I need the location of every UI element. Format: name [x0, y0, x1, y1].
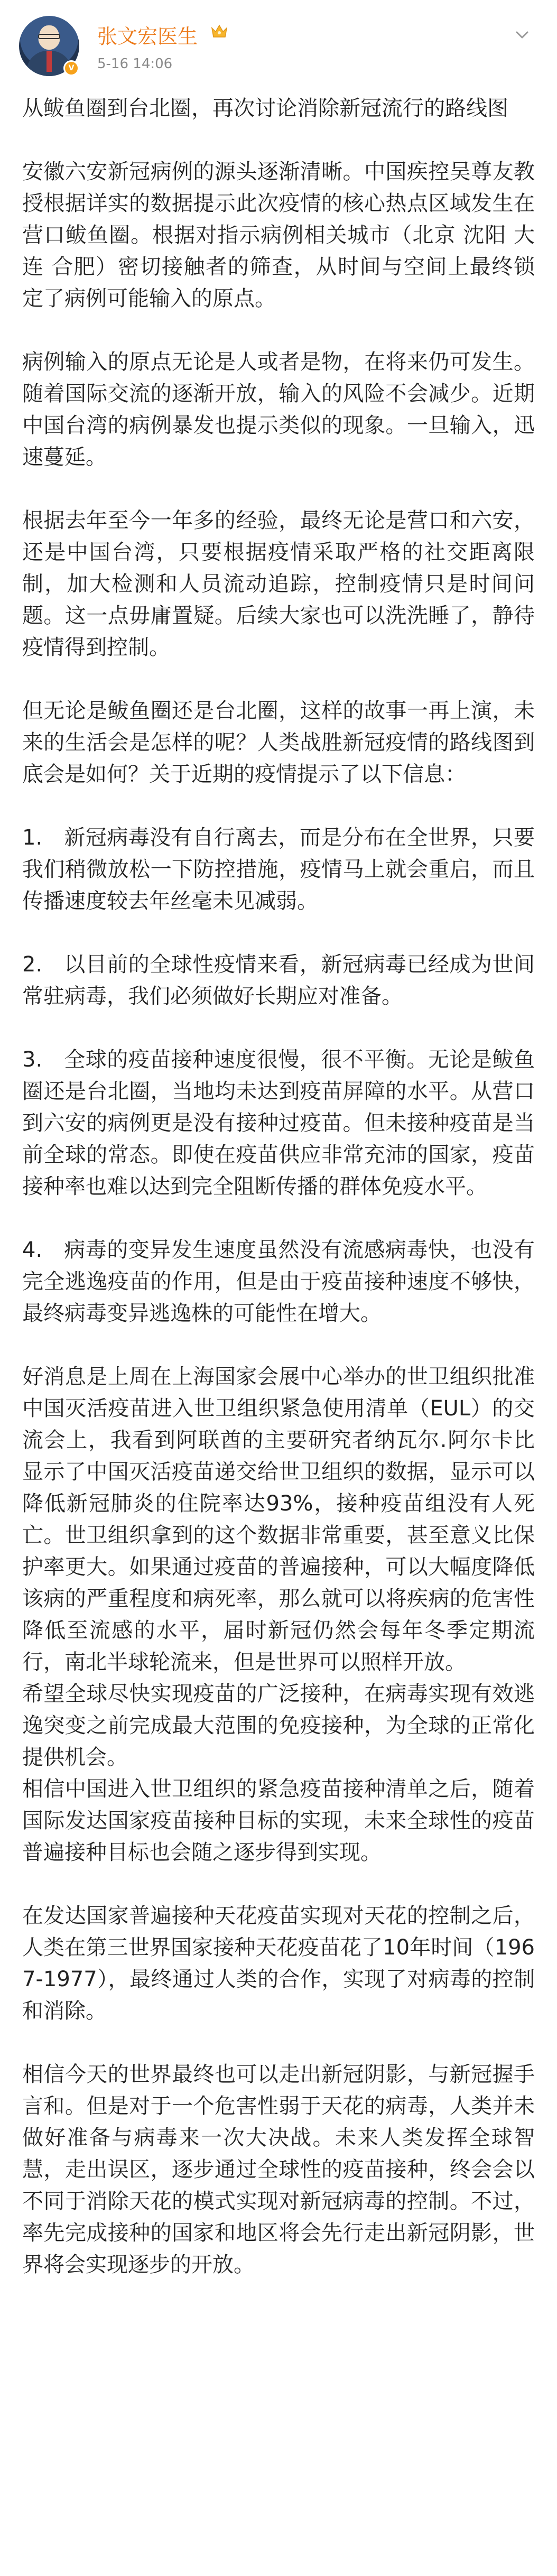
post-paragraph: 相信今天的世界最终也可以走出新冠阴影，与新冠握手言和。但是对于一个危害性弱于天花的病毒，人类并未做好准备与病毒来一次大决战。未来人类发挥全球智慧，走出误区，逐步通过全球性的疫苗接种，终会会以不同于消除天花的模式实现对新冠病毒的控制。不过，率先完成接种的国家和地区将会先行走出新冠阴影，世界将会实现逐步的开放。	[22, 2062, 535, 2277]
avatar-glasses	[38, 34, 60, 39]
post-paragraph: 在发达国家普遍接种天花疫苗实现对天花的控制之后，人类在第三世界国家接种天花疫苗花了10年时间（1967-1977），最终通过人类的合作，实现了对病毒的控制和消除。	[22, 1904, 535, 2023]
vip-crown-icon[interactable]	[210, 23, 228, 39]
post-header	[0, 0, 557, 79]
numbered-point-2: 2. 以目前的全球性疫情来看，新冠病毒已经成为世间常驻病毒，我们必须做好长期应对准备。	[22, 952, 535, 1008]
post-paragraph: 相信中国进入世卫组织的紧急疫苗接种清单之后，随着国际发达国家疫苗接种目标的实现，未来全球性的疫苗普遍接种目标也会随之逐步得到实现。	[22, 1777, 535, 1865]
post-paragraph: 但无论是鲅鱼圈还是台北圈，这样的故事一再上演，未来的生活会是怎样的呢？人类战胜新冠疫情的路线图到底会是如何？关于近期的疫情提示了以下信息：	[22, 699, 535, 786]
post-paragraph: 好消息是上周在上海国家会展中心举办的世卫组织批准中国灭活疫苗进入世卫组织紧急使用清单（EUL）的交流会上，我看到阿联酋的主要研究者纳瓦尔.阿尔卡比显示了中国灭活疫苗递交给世卫组织的数据，显示可以降低新冠肺炎的住院率达93%，接种疫苗组没有人死亡。世卫组织拿到的这个数据非常重要，甚至意义比保护率更大。如果通过疫苗的普遍接种，可以大幅度降低该病的严重程度和病死率，那么就可以将疾病的危害性降低至流感的水平，届时新冠仍然会每年冬季定期流行，南北半球轮流来，但是世界可以照样开放。	[22, 1365, 535, 1674]
post-paragraph: 安徽六安新冠病例的源头逐渐清晰。中国疾控吴尊友教授根据详实的数据提示此次疫情的核心热点区域发生在营口鲅鱼圈。根据对指示病例相关城市（北京 沈阳 大连 合肥）密切接触者的筛查，从时间与空间上最终锁定了病例可能输入的原点。	[22, 160, 535, 311]
avatar-tie	[47, 51, 52, 72]
numbered-point-3: 3. 全球的疫苗接种速度很慢，很不平衡。无论是鲅鱼圈还是台北圈，当地均未达到疫苗屏障的水平。从营口到六安的病例更是没有接种过疫苗。但未接种疫苗是当前全球的常态。即使在疫苗供应非常充沛的国家，疫苗接种率也难以达到完全阻断传播的群体免疫水平。	[22, 1048, 535, 1199]
author-name[interactable]: 张文宏医生	[97, 25, 198, 48]
chevron-down-icon[interactable]	[512, 24, 533, 45]
post-paragraph: 根据去年至今一年多的经验，最终无论是营口和六安，还是中国台湾，只要根据疫情采取严格的社交距离限制，加大检测和人员流动追踪，控制疫情只是时间问题。这一点毋庸置疑。后续大家也可以洗洗睡了，静待疫情得到控制。	[22, 508, 535, 660]
numbered-point-4: 4. 病毒的变异发生速度虽然没有流感病毒快，也没有完全逃逸疫苗的作用，但是由于疫苗接种速度不够快，最终病毒变异逃逸株的可能性在增大。	[22, 1238, 535, 1326]
numbered-point-1: 1. 新冠病毒没有自行离去，而是分布在全世界，只要我们稍微放松一下防控措施，疫情马上就会重启，而且传播速度较去年丝毫未见减弱。	[22, 826, 535, 913]
post-paragraph: 希望全球尽快实现疫苗的广泛接种，在病毒实现有效逃逸突变之前完成最大范围的免疫接种，为全球的正常化提供机会。	[22, 1682, 535, 1769]
post-body	[22, 92, 535, 2281]
verified-badge-icon: V	[63, 60, 79, 76]
post-title-paragraph: 从鲅鱼圈到台北圈，再次讨论消除新冠流行的路线图	[22, 96, 508, 121]
post-paragraph: 病例输入的原点无论是人或者是物，在将来仍可发生。随着国际交流的逐渐开放，输入的风险不会减少。近期中国台湾的病例暴发也提示类似的现象。一旦输入，迅速蔓延。	[22, 350, 535, 469]
post-timestamp: 5-16 14:06	[97, 56, 173, 72]
